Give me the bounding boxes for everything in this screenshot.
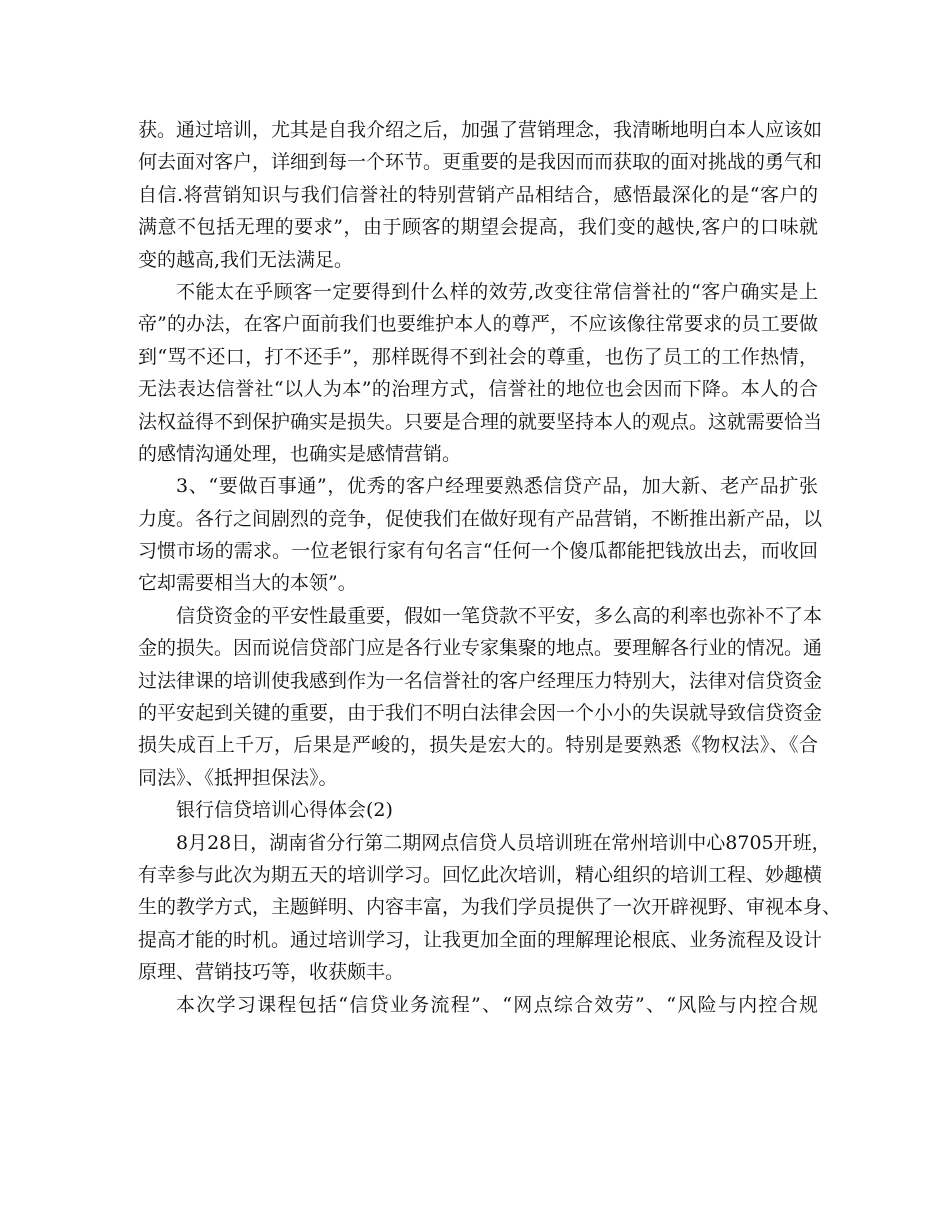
paragraph-end-line: 它却需要相当大的本领”。 [138, 572, 357, 595]
paragraph-end-line: 的感情沟通处理，也确实是感情营销。 [138, 442, 462, 465]
text-line: 自信.将营销知识与我们信誉社的特别营销产品相结合，感悟最深化的是“客户的 [138, 183, 818, 206]
text-line: 过法律课的培训使我感到作为一名信誉社的客户经理压力特别大，法律对信贷资金 [138, 669, 823, 692]
document-body [138, 114, 842, 1021]
text-line: 损失成百上千万，后果是严峻的，损失是宏大的。特别是要熟悉《物权法》、《合 [138, 734, 818, 757]
paragraph-end-line: 变的越高,我们无法满足。 [138, 248, 354, 271]
text-line: 帝”的办法，在客户面前我们也要维护本人的尊严，不应该像往常要求的员工要做 [138, 313, 818, 336]
text-line: 到“骂不还口，打不还手”，那样既得不到社会的尊重，也伤了员工的工作热情， [138, 345, 818, 368]
text-line: 提高才能的时机。通过培训学习，让我更加全面的理解理论根底、业务流程及设计 [138, 928, 823, 951]
paragraph-first-line: 本次学习课程包括“信贷业务流程”、“网点综合效劳”、“风险与内控合规 [176, 993, 818, 1016]
text-line: 的平安起到关键的重要，由于我们不明白法律会因一个小小的失误就导致信贷资金 [138, 702, 823, 725]
text-line: 习惯市场的需求。一位老银行家有句名言“任何一个傻瓜都能把钱放出去，而收回 [138, 540, 818, 563]
paragraph-first-line: 不能太在乎顾客一定要得到什么样的效劳,改变往常信誉社的“客户确实是上 [176, 280, 818, 303]
text-line: 满意不包括无理的要求”，由于顾客的期望会提高，我们变的越快,客户的口味就 [138, 216, 818, 239]
paragraph-end-line: 同法》、《抵押担保法》。 [138, 766, 338, 789]
text-line: 力度。各行之间剧烈的竞争，促使我们在做好现有产品营销，不断推出新产品，以 [138, 507, 823, 530]
paragraph-first-line: 3、“要做百事通”，优秀的客户经理要熟悉信贷产品，加大新、老产品扩张 [176, 475, 818, 498]
text-line: 法权益得不到保护确实是损失。只要是合理的就要坚持本人的观点。这就需要恰当 [138, 410, 823, 433]
section-heading: 银行信贷培训心得体会(2) [176, 799, 393, 822]
text-line: 生的教学方式，主题鲜明、内容丰富，为我们学员提供了一次开辟视野、审视本身、 [138, 896, 842, 919]
text-line: 无法表达信誉社“以人为本”的治理方式，信誉社的地位也会因而下降。本人的合 [138, 378, 818, 401]
text-line: 获。通过培训，尤其是自我介绍之后，加强了营销理念，我清晰地明白本人应该如 [138, 119, 823, 141]
text-line: 金的损失。因而说信贷部门应是各行业专家集聚的地点。要理解各行业的情况。通 [138, 637, 823, 660]
paragraph-first-line: 信贷资金的平安性最重要，假如一笔贷款不平安，多么高的利率也弥补不了本 [176, 604, 823, 627]
text-line: 有幸参与此次为期五天的培训学习。回忆此次培训，精心组织的培训工程、妙趣横 [138, 863, 823, 886]
text-line: 何去面对客户，详细到每一个环节。更重要的是我因而而获取的面对挑战的勇气和 [138, 151, 823, 174]
paragraph-first-line: 8月28日，湖南省分行第二期网点信贷人员培训班在常州培训中心8705开班， [176, 831, 831, 854]
paragraph-end-line: 原理、营销技巧等，收获颇丰。 [138, 961, 405, 984]
